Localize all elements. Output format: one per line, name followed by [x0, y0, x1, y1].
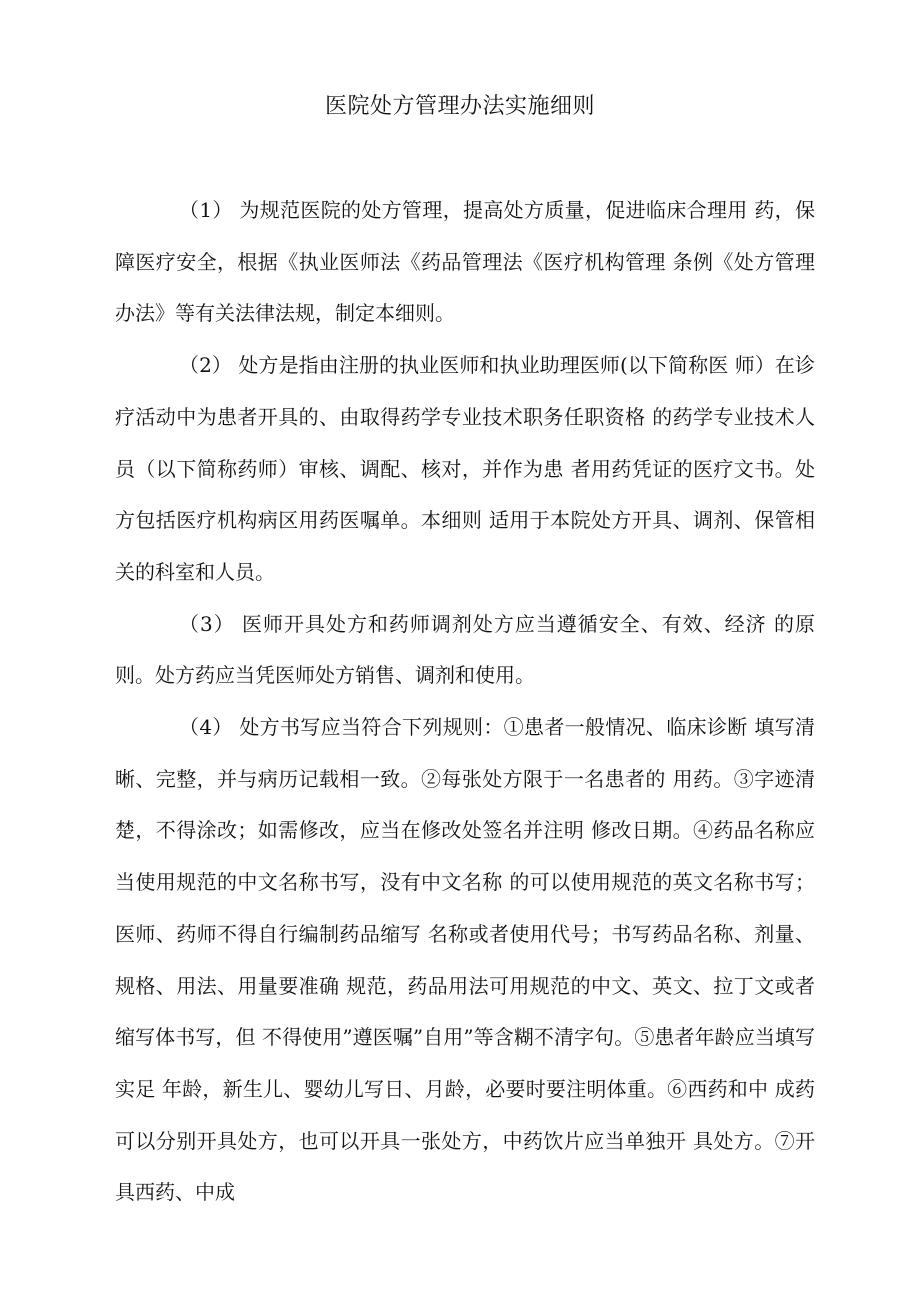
paragraph-3: （3） 医师开具处方和药师调剂处方应当遵循安全、有效、经济 的原则。处方药应当凭医师处方销售、调剂和使用。: [115, 611, 815, 688]
paragraph-4: （4） 处方书写应当符合下列规则：①患者一般情况、临床诊断 填写清晰、完整，并与病历记载相一致。②每张处方限于一名患者的 用药。③字迹清楚，不得涂改；如需修改，应当在修改处签名并注明 修改日期。④药品名称应当使用规范的中文名称书写，没有中文名称 的可以使用规范的英文名称书写；医师、药师不得自行编制药品缩写 名称或者使用代号；书写药品名称、剂量、规格、用法、用量要准确 规范，药品用法可用规范的中文、英文、拉丁文或者缩写体书写，但 不得使用”遵医嘱”自用”等含糊不清字句。⑤患者年龄应当填写实足 年龄，新生儿、婴幼儿写日、月龄，必要时要注明体重。⑥西药和中 成药可以分别开具处方，也可以开具一张处方，中药饮片应当单独开 具处方。⑦开具西药、中成: [115, 715, 815, 1205]
paragraph-1: （1） 为规范医院的处方管理，提高处方质量，促进临床合理用 药，保障医疗安全，根据《执业医师法《药品管理法《医疗机构管理 条例《处方管理办法》等有关法律法规，制定本细则。: [115, 198, 815, 326]
document-title: 医院处方管理办法实施细则: [324, 94, 595, 119]
document-body: [115, 185, 815, 1219]
paragraph-2: （2） 处方是指由注册的执业医师和执业助理医师(以下简称医 师）在诊疗活动中为患者开具的、由取得药学专业技术职务任职资格 的药学专业技术人员（以下简称药师）审核、调配、核对，并作为患 者用药凭证的医疗文书。处方包括医疗机构病区用药医嘱单。本细则 适用于本院处方开具、调剂、保管相关的科室和人员。: [115, 353, 815, 584]
